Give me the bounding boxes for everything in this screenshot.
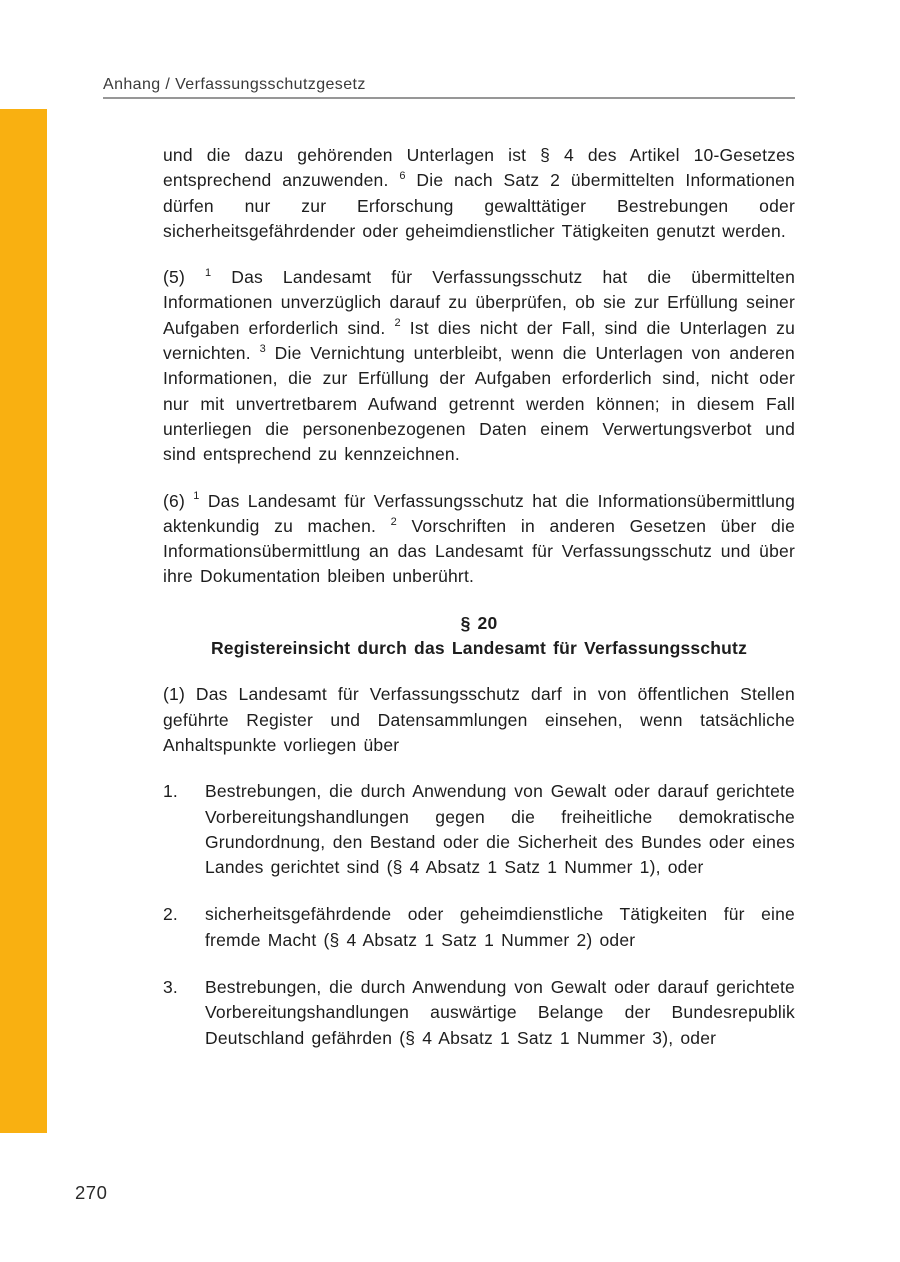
list-item	[163, 902, 795, 953]
intro-paragraph-block	[163, 682, 795, 758]
sentence-number-superscript: 2	[394, 317, 401, 330]
list-item-text: Bestrebungen, die durch Anwendung von Gewalt oder darauf gerichtete Vorbereitungshandlungen gegen die freiheitliche demokratische Grundordnung, den Bestand oder die Sicherheit des Bundes oder eines Landes gerichtet sind (§ 4 Absatz 1 Satz 1 Nummer 1), oder	[205, 781, 795, 878]
list-item	[163, 779, 795, 880]
section-number: § 20	[460, 612, 498, 633]
running-header: Anhang / Verfassungsschutzgesetz	[103, 76, 366, 93]
sentence-number-superscript: 2	[390, 515, 397, 528]
header-rule	[103, 97, 795, 99]
legal-paragraph: (1) Das Landesamt für Verfassungsschutz darf in von öffentlichen Stellen geführte Register und Datensammlungen einsehen, wenn tatsächliche Anhaltspunkte vorliegen über	[163, 684, 795, 755]
sentence-number-superscript: 1	[204, 266, 212, 279]
sentence-number-superscript: 1	[193, 490, 200, 503]
list-item-number: 2.	[163, 904, 178, 925]
section-title: Registereinsicht durch das Landesamt für Verfassungsschutz	[210, 638, 748, 659]
list-item-text: Bestrebungen, die durch Anwendung von Gewalt oder darauf gerichtete Vorbereitungshandlungen auswärtige Belange der Bundesrepublik Deutschland gefährden (§ 4 Absatz 1 Satz 1 Nummer 3), oder	[205, 977, 795, 1048]
numbered-list	[163, 779, 795, 1051]
list-item-text: sicherheitsgefährdende oder geheimdienstliche Tätigkeiten für eine fremde Macht (§ 4 Absatz 1 Satz 1 Nummer 2) oder	[205, 904, 795, 950]
body-text-column	[163, 143, 795, 1051]
legal-paragraph: (6) $^1$ Das Landesamt für Verfassungsschutz hat die Informationsübermittlung aktenkundig zu machen. $^2$ Vorschriften in anderen Gesetzen über die Informationsübermittlung an das Landesamt für Verfassungsschutz und über ihre Dokumentation bleiben unberührt.	[163, 490, 796, 587]
page-number: 270	[75, 1182, 108, 1203]
list-item	[163, 975, 795, 1051]
paragraph-block	[163, 143, 795, 590]
sentence-number-superscript: 3	[259, 342, 266, 355]
yellow-margin-bar	[0, 109, 47, 1133]
list-item-number: 3.	[163, 977, 178, 998]
sentence-number-superscript: 6	[399, 169, 406, 182]
list-item-number: 1.	[163, 781, 178, 802]
legal-paragraph: und die dazu gehörenden Unterlagen ist § 4 des Artikel 10-Gesetzes entsprechend anzuwenden. $^6$ Die nach Satz 2 übermittelten Informationen dürfen nur zur Erforschung gewalttätiger Bestrebungen oder sicherheitsgefährdender oder geheimdienstlicher Tätigkeiten genutzt werden.	[163, 145, 795, 241]
legal-paragraph: (5) $^1$ Das Landesamt für Verfassungsschutz hat die übermittelten Informationen unverzüglich darauf zu überprüfen, ob sie zur Erfüllung seiner Aufgaben erforderlich sind. $^2$ Ist dies nicht der Fall, sind die Unterlagen zu vernichten. $^3$ Die Vernichtung unterbleibt, wenn die Unterlagen von anderen Informationen, die zur Erfüllung der Aufgaben erforderlich sind, nicht oder nur mit unvertretbarem Aufwand getrennt werden können; in diesem Fall unterliegen die personenbezogenen Daten einem Verwertungsverbot und sind entsprechend zu kennzeichnen.	[163, 266, 795, 465]
